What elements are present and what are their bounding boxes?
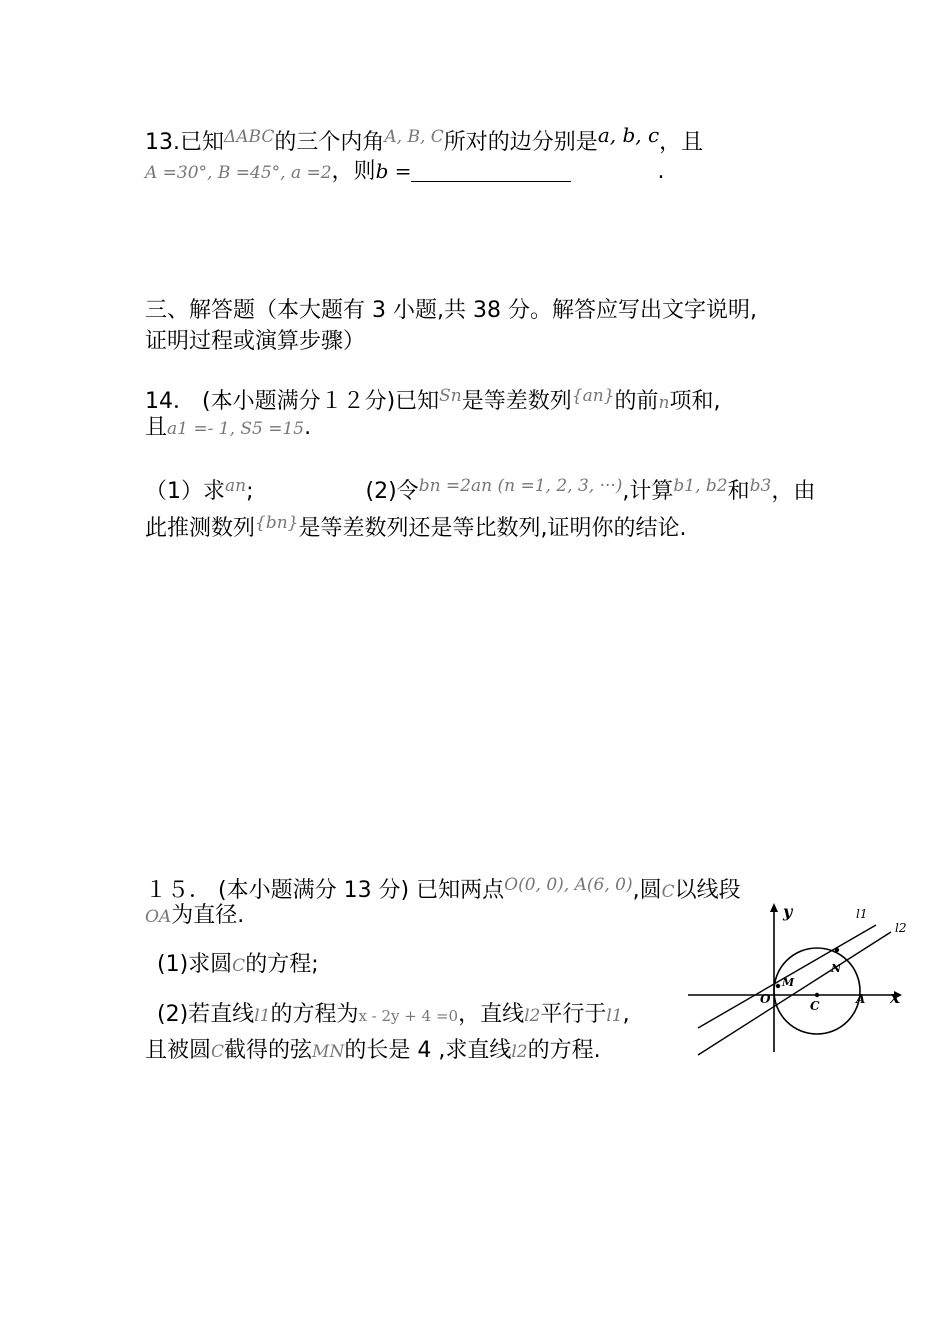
q15-part2-suffix: , [622, 1002, 630, 1027]
figure-label-y: y [783, 902, 793, 921]
figure-label-n: N [831, 962, 842, 975]
q15-part2 [157, 1000, 630, 1031]
q13-sides: a, b, c [597, 123, 660, 147]
q15-line2-suffix: 为直径. [171, 903, 245, 928]
q14-suffix: 项和, [669, 389, 721, 414]
q15-suffix: 以线段 [674, 878, 741, 903]
q13-line2 [145, 156, 664, 188]
q15-part1-suffix: 的方程; [245, 952, 319, 977]
q15-part2-l1: l1 [254, 1006, 271, 1026]
q13-suffix: ，且 [659, 130, 704, 155]
figure-y-arrow [770, 903, 778, 912]
q14-part2-mid: ,计算 [622, 479, 674, 504]
q13-line1 [145, 120, 703, 158]
q13-prefix: 13.已知 [145, 130, 224, 155]
q15-part1-prefix: (1)求圆 [157, 952, 233, 977]
q13-mid2: 所对的边分别是 [443, 130, 598, 155]
q15-part2-l1b: l1 [606, 1006, 623, 1026]
q14-part2-terms: b1, b2 [673, 476, 728, 496]
q15-part1 [157, 950, 319, 981]
q15-part2-l2: l2 [524, 1006, 541, 1026]
section3-heading-line2: 证明过程或演算步骤） [145, 329, 366, 354]
q14-line4 [145, 508, 686, 544]
q15-line2 [145, 901, 244, 932]
q15-line4-prefix: 且被圆 [145, 1038, 212, 1063]
q15-line4-l2: l2 [511, 1042, 528, 1062]
figure-label-x: x [890, 988, 901, 1008]
q14-part2-def: bn =2an (n =1, 2, 3, ···) [418, 476, 623, 496]
q15-line4-mid: 截得的弦 [224, 1038, 313, 1063]
q13-line2-mid: ，则 [331, 159, 376, 184]
q14-part2-and: 和 [727, 479, 750, 504]
q14-line4-prefix: 此推测数列 [145, 516, 256, 541]
figure-circle-c [774, 948, 860, 1034]
figure-label-a: A [856, 992, 866, 1006]
q15-line4 [145, 1036, 601, 1067]
q14-part2-b3: b3 [749, 476, 772, 496]
q14-line2 [145, 413, 311, 444]
q13-triangle: ΔABC [224, 127, 275, 147]
q14-part2-prefix: (2)令 [365, 479, 419, 504]
q15-c: C [661, 882, 675, 902]
q14-line2-end: . [304, 415, 312, 440]
q15-points: O(0, 0), A(6, 0) [504, 875, 633, 895]
q13-given: A =30°, B =45°, a =2 [145, 163, 332, 183]
q14-prefix: 14． (本小题满分１２分)已知 [145, 389, 440, 414]
figure-label-l2: l2 [895, 921, 907, 935]
q14-mid: 是等差数列 [461, 389, 572, 414]
q15-part2-mid: 的方程为 [270, 1002, 359, 1027]
figure-point-m [776, 984, 780, 988]
section3-heading-line1: 三、解答题（本大题有 3 小题,共 38 分。解答应写出文字说明, [145, 298, 757, 323]
q13-mid: 的三个内角 [274, 130, 385, 155]
q14-line4-suffix: 是等差数列还是等比数列,证明你的结论. [298, 516, 687, 541]
q14-part1-an: an [225, 476, 247, 496]
q15-line4-mn: MN [312, 1042, 345, 1062]
figure-label-l1: l1 [856, 907, 868, 921]
q15-part2-eq: x - 2y + 4 =0 [358, 1007, 459, 1025]
q15-mid: ,圆 [632, 878, 662, 903]
q15-figure [686, 900, 916, 1060]
q14-seq-b: {bn} [255, 513, 299, 533]
q15-line4-c: C [211, 1042, 225, 1062]
figure-label-o: O [760, 992, 771, 1006]
figure-point-n [835, 948, 839, 952]
q14-mid2: 的前 [614, 389, 659, 414]
figure-label-c: C [810, 999, 820, 1013]
q14-part1-suffix: ; [246, 479, 254, 504]
q15-prefix: １５． (本小题满分 13 分) 已知两点 [145, 878, 505, 903]
q15-line4-suffix: 的方程. [527, 1038, 601, 1063]
q14-given: a1 =- 1, S5 =15 [167, 419, 305, 439]
q14-part-line [145, 471, 815, 507]
q15-line4-mid2: 的长是 4 ,求直线 [344, 1038, 512, 1063]
q13-target: b = [375, 159, 412, 183]
q14-seq-a: {an} [571, 386, 615, 406]
q14-line2-prefix: 且 [145, 415, 168, 440]
figure-label-m: M [782, 976, 795, 989]
q13-answer-blank [411, 159, 571, 182]
q14-sn: Sn [439, 386, 462, 406]
figure-point-c [815, 993, 819, 997]
q14-part1-prefix: （1）求 [145, 479, 225, 504]
q13-angles: A, B, C [384, 127, 444, 147]
q13-end: . [657, 159, 665, 184]
q15-oa: OA [145, 907, 172, 927]
q15-part2-mid2: ，直线 [458, 1002, 525, 1027]
q14-part2-suffix: ，由 [771, 479, 816, 504]
q14-n: n [658, 393, 670, 413]
q15-part1-c: C [232, 956, 246, 976]
q15-part2-mid3: 平行于 [540, 1002, 607, 1027]
q15-part2-prefix: (2)若直线 [157, 1002, 255, 1027]
